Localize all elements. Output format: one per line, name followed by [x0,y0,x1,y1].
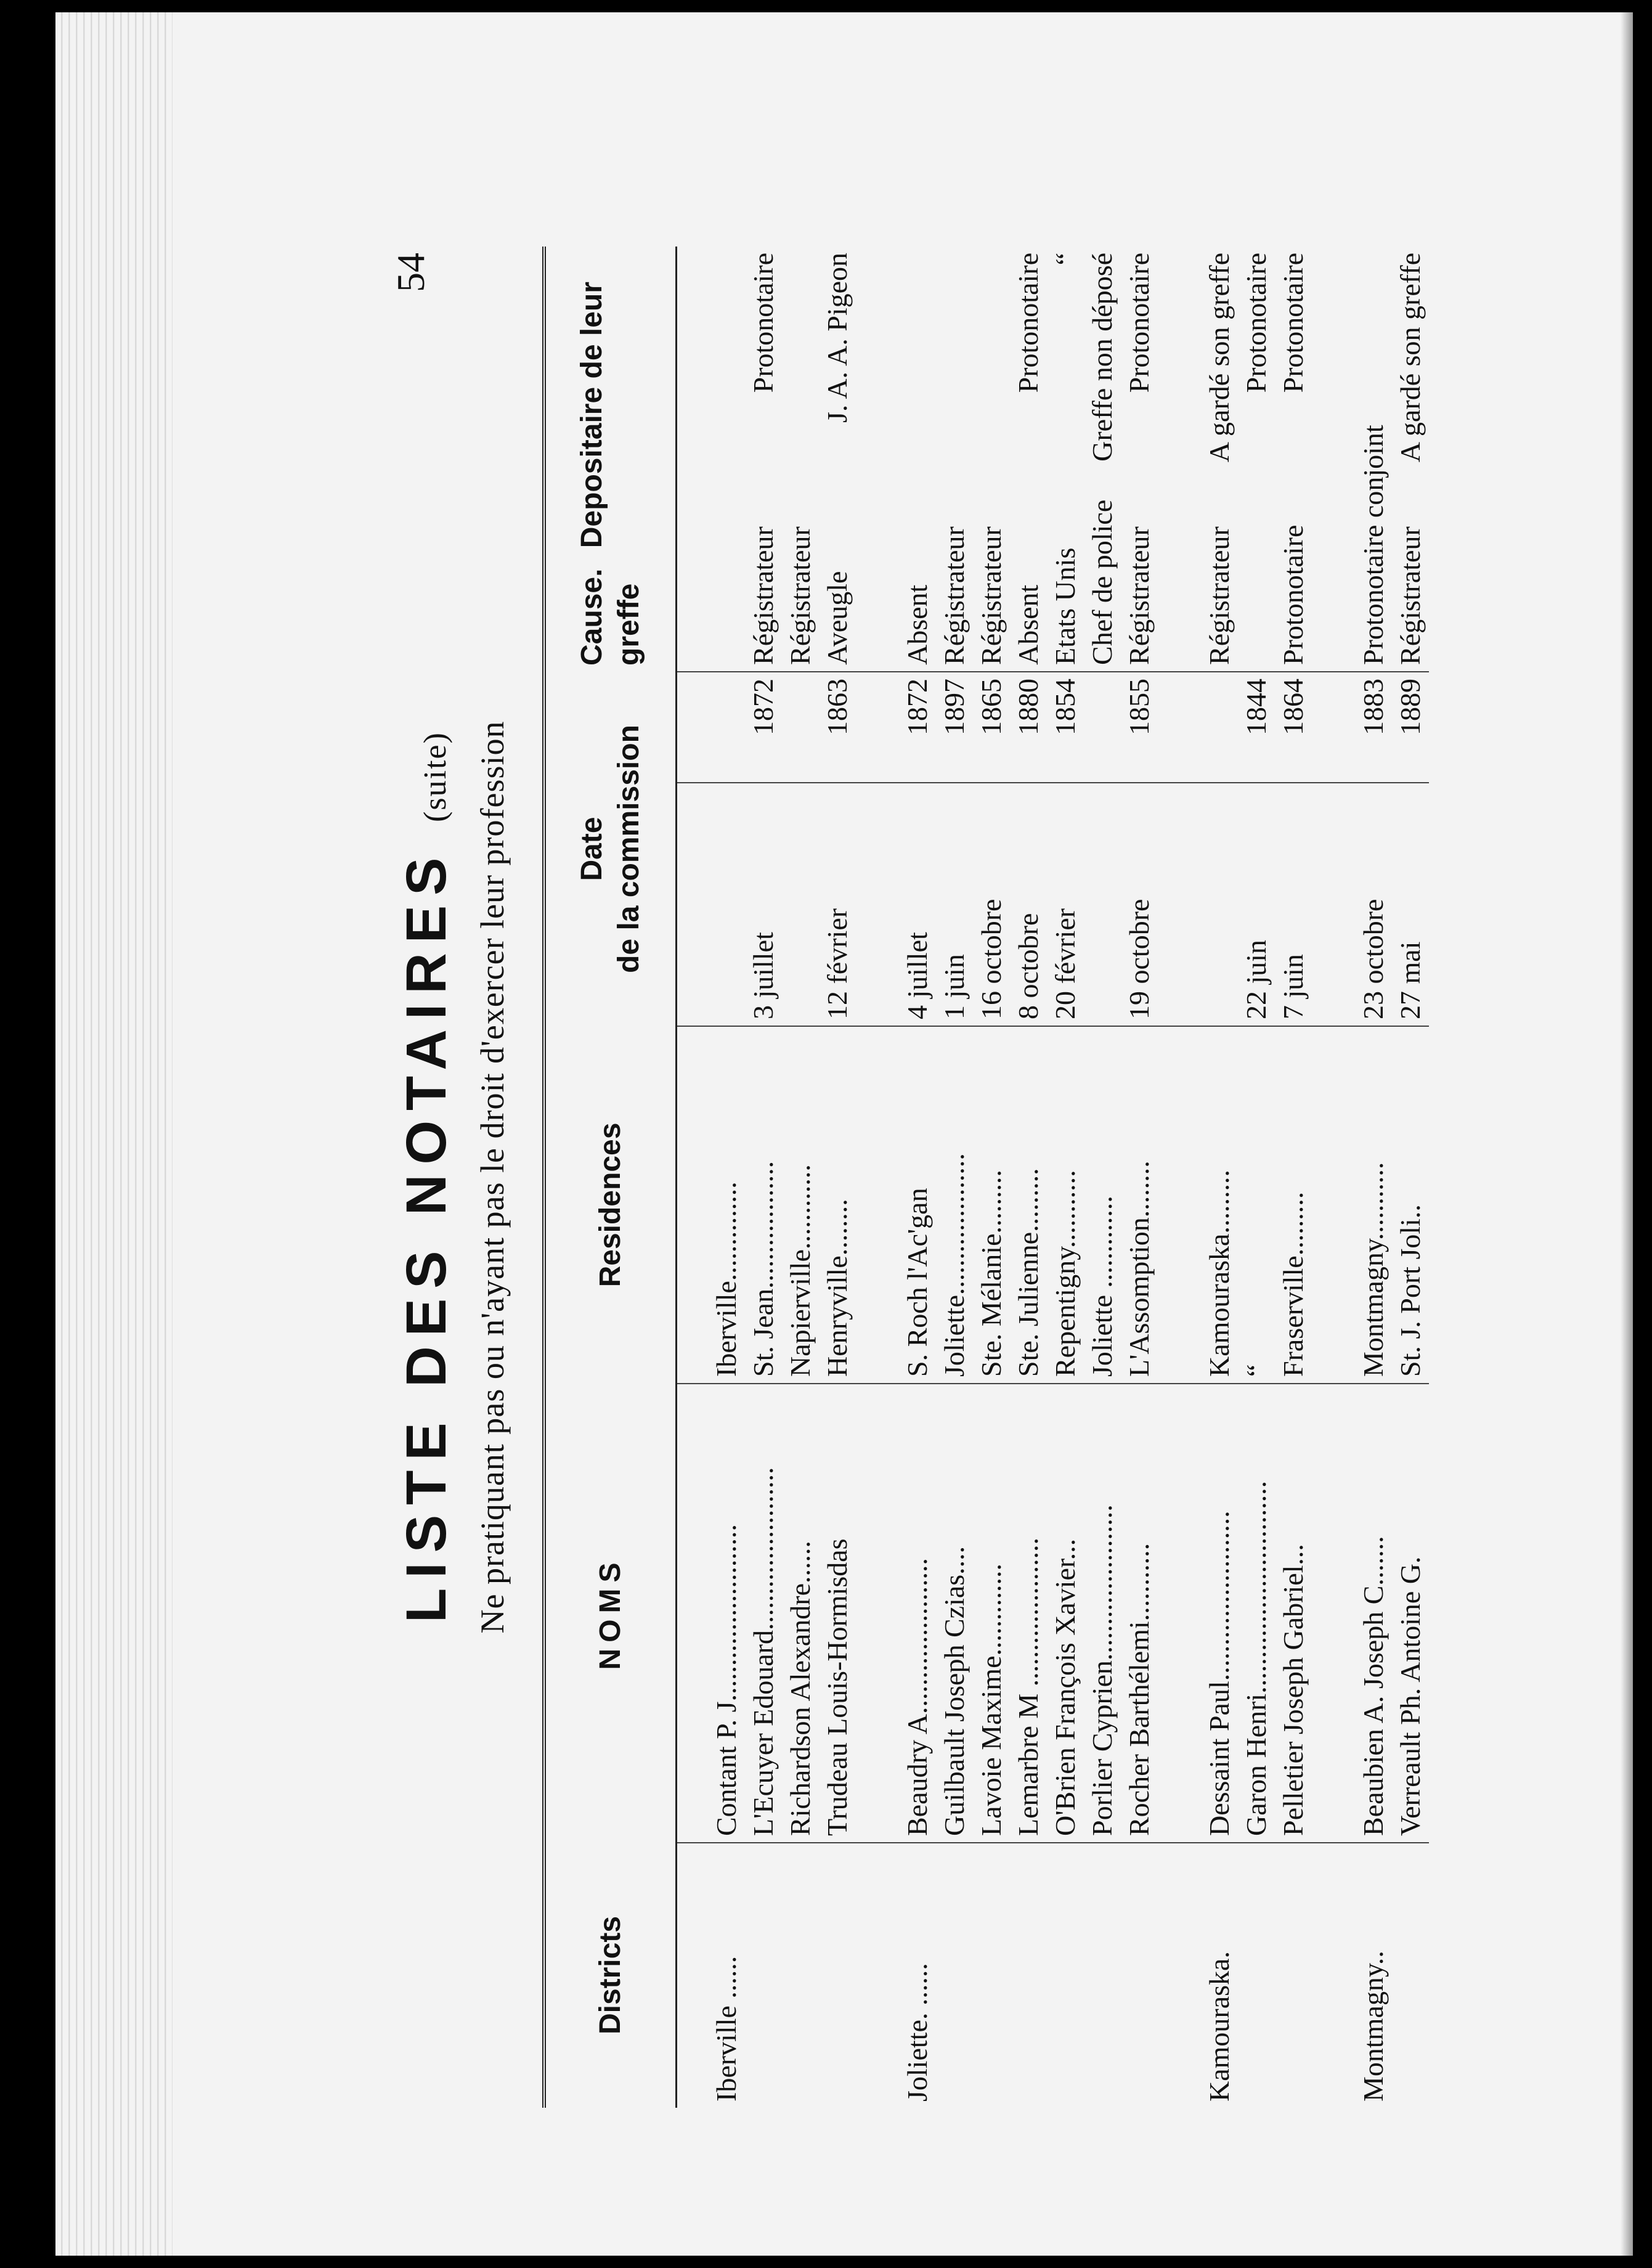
year-entry [1201,679,1238,776]
year-entry: 1883 [1357,678,1389,735]
nom-entry: Garon Henri.............................. [1240,1480,1272,1836]
nom-entry: Lemarbre M ..................... [1012,1537,1044,1836]
depositaire-entry: A gardé son greffe [1203,252,1235,463]
residence-entry: Ste. Julienne......... [1012,1168,1044,1377]
date-entry: 20 février [1049,908,1081,1019]
year-entry: 1864 [1277,678,1309,735]
header-cause: Cause. [576,568,608,666]
date-cell [856,783,1158,1026]
cause-line [936,253,973,665]
rotated-content [376,247,1547,2108]
page-subtitle: Ne pratiquant pas ou n'ayant pas le droit d'exercer leur profession [474,720,511,1634]
nom-entry: Beaudry A...................... [901,1557,933,1836]
district-group [1158,247,1312,2108]
year-cell [856,672,1158,783]
depositaire-entry: J. A. A. Pigeon [821,252,853,423]
year-entry: 1872 [747,678,779,735]
nom-entry: Porlier Cyprien...................... [1086,1504,1118,1836]
year-entry [708,679,745,776]
year-entry: 1844 [1240,678,1272,735]
depositaire-entry: Greffe non déposé [1086,252,1118,462]
header-date-line2: de la commission [612,725,645,973]
nom-entry: Contant P. J......................... [710,1524,742,1836]
date-cell [1158,783,1312,1026]
cause-depositaire-cell [1158,247,1312,672]
date-entry [782,789,819,1019]
cause-line [1355,253,1392,665]
cause-line [1010,253,1047,665]
year-entry: 1880 [1012,678,1044,735]
district-cell [1312,1843,1429,2108]
residence-entry: Ste. Mélanie......... [975,1170,1007,1377]
cause-line [782,253,819,665]
residence-entry: Fraserville......... [1277,1191,1309,1377]
binding-shadow [1621,12,1633,2256]
cause-depositaire-cell [856,247,1158,672]
cause-line [819,253,856,665]
date-entry [1201,789,1238,1019]
nom-entry: Beaubien A. Joseph C....... [1357,1536,1389,1836]
district-group [856,247,1158,2108]
header-row [544,247,677,2108]
header-noms: NOMS [544,1384,677,1843]
year-entry: 1863 [821,678,853,735]
district-name: Kamouraska. [1203,1951,1235,2102]
header-cause-depositaire [544,247,677,672]
header-date [544,672,677,1026]
cause-line [1121,253,1158,665]
header-residences: Residences [544,1026,677,1384]
table-body [677,247,1430,2108]
cause-entry: Chef de police [1086,499,1118,665]
cause-line [1047,253,1084,665]
district-cell [856,1843,1158,2108]
cause-line [1275,253,1312,665]
cause-line [745,253,782,665]
cause-entry: Protonotaire conjoint [1357,425,1389,665]
residence-entry: Napierville............ [784,1164,816,1377]
residences-cell [677,1026,857,1384]
year-entry [782,679,819,776]
date-entry: 27 mai [1394,941,1426,1019]
depositaire-entry: Protonotaire [1240,252,1272,393]
nom-entry: Lavoie Maxime............. [975,1563,1007,1836]
date-entry [1084,789,1121,1019]
district-name: Joliette. ...... [901,1963,933,2102]
district-cell [677,1843,857,2108]
year-entry: 1854 [1049,678,1081,735]
date-entry: 4 juillet [901,932,933,1019]
noms-cell [1158,1384,1312,1843]
date-entry: 7 juin [1277,953,1309,1019]
header-depositaire: Depositaire de leur greffe [576,282,645,666]
district-cell [1158,1843,1312,2108]
cause-entry: Protonotaire [1277,524,1309,665]
residences-cell [856,1026,1158,1384]
residence-entry: Joliette ............. [1086,1196,1118,1377]
date-entry: 16 octobre [975,899,1007,1019]
depositaire-entry: “ [1049,252,1081,266]
header-districts: Districts [544,1843,677,2108]
year-cell [1158,672,1312,783]
cause-line [973,253,1010,665]
year-entry: 1889 [1394,678,1426,735]
residence-entry: Joliette.................... [938,1153,970,1377]
residence-entry: Repentigny........... [1049,1170,1081,1377]
page-title [394,247,459,2108]
nom-entry: O'Brien François Xavier... [1049,1538,1081,1836]
residences-cell [1312,1026,1429,1384]
residence-entry: Iberville.............. [710,1181,742,1377]
depositaire-entry: Protonotaire [1012,252,1044,393]
residence-entry: “ [1240,1364,1272,1377]
residence-entry: Montmagny........... [1357,1162,1389,1377]
year-entry: 1897 [938,678,970,735]
residence-entry: Kamouraska......... [1203,1170,1235,1377]
cause-entry: Etats Unis [1049,547,1081,665]
date-cell [677,783,857,1026]
cause-entry: Régistrateur [1203,526,1235,665]
date-entry: 23 octobre [1357,899,1389,1019]
cause-line [708,253,745,665]
page-number: 54 [389,253,433,292]
cause-line [1238,253,1275,665]
depositaire-entry: Protonotaire [1277,252,1309,393]
cause-entry: Régistrateur [938,526,970,665]
page-edges [55,12,173,2256]
cause-entry: Absent [901,584,933,665]
cause-line [1392,253,1429,665]
cause-entry: Régistrateur [747,526,779,665]
cause-entry: Régistrateur [784,526,816,665]
year-entry: 1855 [1123,678,1155,735]
year-cell [677,672,857,783]
nom-entry: L'Ecuyer Edouard....................... [747,1467,779,1836]
residence-entry: St. Jean.................. [747,1161,779,1377]
date-entry: 1 juin [938,953,970,1019]
date-entry: 19 octobre [1123,899,1155,1019]
nom-entry: Dessaint Paul........................ [1203,1511,1235,1836]
cause-depositaire-cell [677,247,857,672]
nom-entry: Verreault Ph. Antoine G. [1394,1556,1426,1836]
nom-entry: Rocher Barthélemi........... [1123,1543,1155,1836]
nom-entry: Trudeau Louis-Hormisdas [821,1538,853,1836]
cause-entry: Régistrateur [1123,526,1155,665]
cause-entry: Aveugle [821,571,853,665]
year-entry: 1865 [975,678,1007,735]
date-entry: 8 octobre [1012,913,1044,1019]
cause-entry: Régistrateur [975,526,1007,665]
cause-line [1084,253,1121,665]
notaires-table [542,247,1429,2108]
residence-entry: L'Assomption........ [1123,1161,1155,1377]
nom-entry: Richardson Alexandre...... [784,1540,816,1836]
residence-entry: Henryville........ [821,1199,853,1377]
nom-entry: Pelletier Joseph Gabriel... [1277,1544,1309,1836]
district-name: Iberville ...... [710,1956,742,2102]
date-entry [708,789,745,1019]
noms-cell [856,1384,1158,1843]
cause-depositaire-cell [1312,247,1429,672]
residence-entry: St. J. Port Joli.. [1394,1204,1426,1377]
date-cell [1312,783,1429,1026]
year-entry [1084,679,1121,776]
year-cell [1312,672,1429,783]
cause-entry: Absent [1012,584,1044,665]
district-group [677,247,857,2108]
noms-cell [1312,1384,1429,1843]
header-date-line1: Date [576,817,608,881]
title-suffix: (suite) [418,732,453,822]
residences-cell [1158,1026,1312,1384]
year-entry: 1872 [901,678,933,735]
title-text: LISTE DES NOTAIRES [395,847,458,1623]
cause-entry: Régistrateur [1394,526,1426,665]
depositaire-entry: Protonotaire [1123,252,1155,393]
date-entry: 12 février [821,908,853,1019]
book-page [55,12,1633,2256]
noms-cell [677,1384,857,1843]
cause-line [1201,253,1238,665]
date-entry: 22 juin [1240,939,1272,1019]
residence-entry: S. Roch l'Ac'gan [901,1188,933,1377]
cause-line [899,253,936,665]
date-entry: 3 juillet [747,932,779,1019]
depositaire-entry: Protonotaire [747,252,779,393]
district-name: Montmagny.. [1357,1951,1389,2102]
district-group [1312,247,1429,2108]
nom-entry: Guilbault Joseph Czias.... [938,1546,970,1836]
depositaire-entry: A gardé son greffe [1394,252,1426,463]
